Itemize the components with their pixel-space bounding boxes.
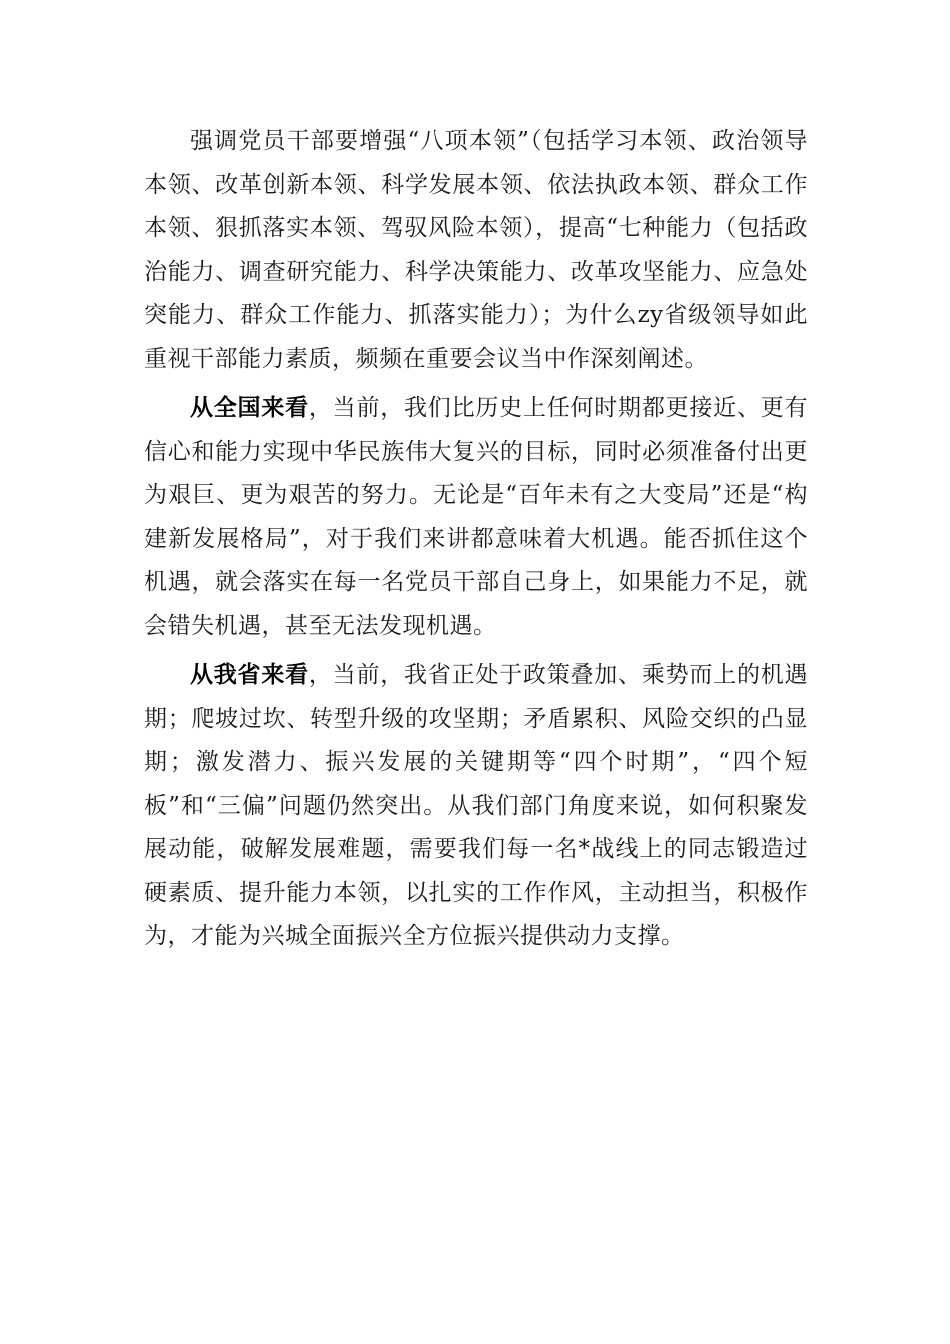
paragraph-2 xyxy=(144,386,808,648)
paragraph-3 xyxy=(144,653,808,959)
paragraph-3-text: ，当前，我省正处于政策叠加、乘势而上的机遇期；爬坡过坎、转型升级的攻坚期；矛盾累积、风险交织的凸显期；激发潜力、振兴发展的关键期等“四个时期”，“四个短板”和“三偏”问题仍然突出。从我们部门角度来说，如何积聚发展动能，破解发展难题，需要我们每一名*战线上的同志锻造过硬素质、提升能力本领，以扎实的工作作风，主动担当，积极作为，才能为兴城全面振兴全方位振兴提供动力支撑。 xyxy=(144,662,809,949)
paragraph-1-text: 强调党员干部要增强“八项本领”（包括学习本领、政治领导本领、改革创新本领、科学发展本领、依法执政本领、群众工作本领、狠抓落实本领、驾驭风险本领），提高“七种能力（包括政治能力、调查研究能力、科学决策能力、改革攻坚能力、应急处突能力、群众工作能力、抓落实能力）；为什么zy省级领导如此重视干部能力素质，频频在重要会议当中作深刻阐述。 xyxy=(144,128,808,372)
paragraph-1 xyxy=(144,119,808,381)
paragraph-2-lead: 从全国来看 xyxy=(190,394,309,421)
paragraph-2-text: ，当前，我们比历史上任何时期都更接近、更有信心和能力实现中华民族伟大复兴的目标，同时必须准备付出更为艰巨、更为艰苦的努力。无论是“百年未有之大变局”还是“构建新发展格局”，对于我们来讲都意味着大机遇。能否抓住这个机遇，就会落实在每一名党员干部自己身上，如果能力不足，就会错失机遇，甚至无法发现机遇。 xyxy=(144,395,809,639)
paragraph-3-lead: 从我省来看 xyxy=(190,661,309,688)
document-body xyxy=(144,119,808,959)
